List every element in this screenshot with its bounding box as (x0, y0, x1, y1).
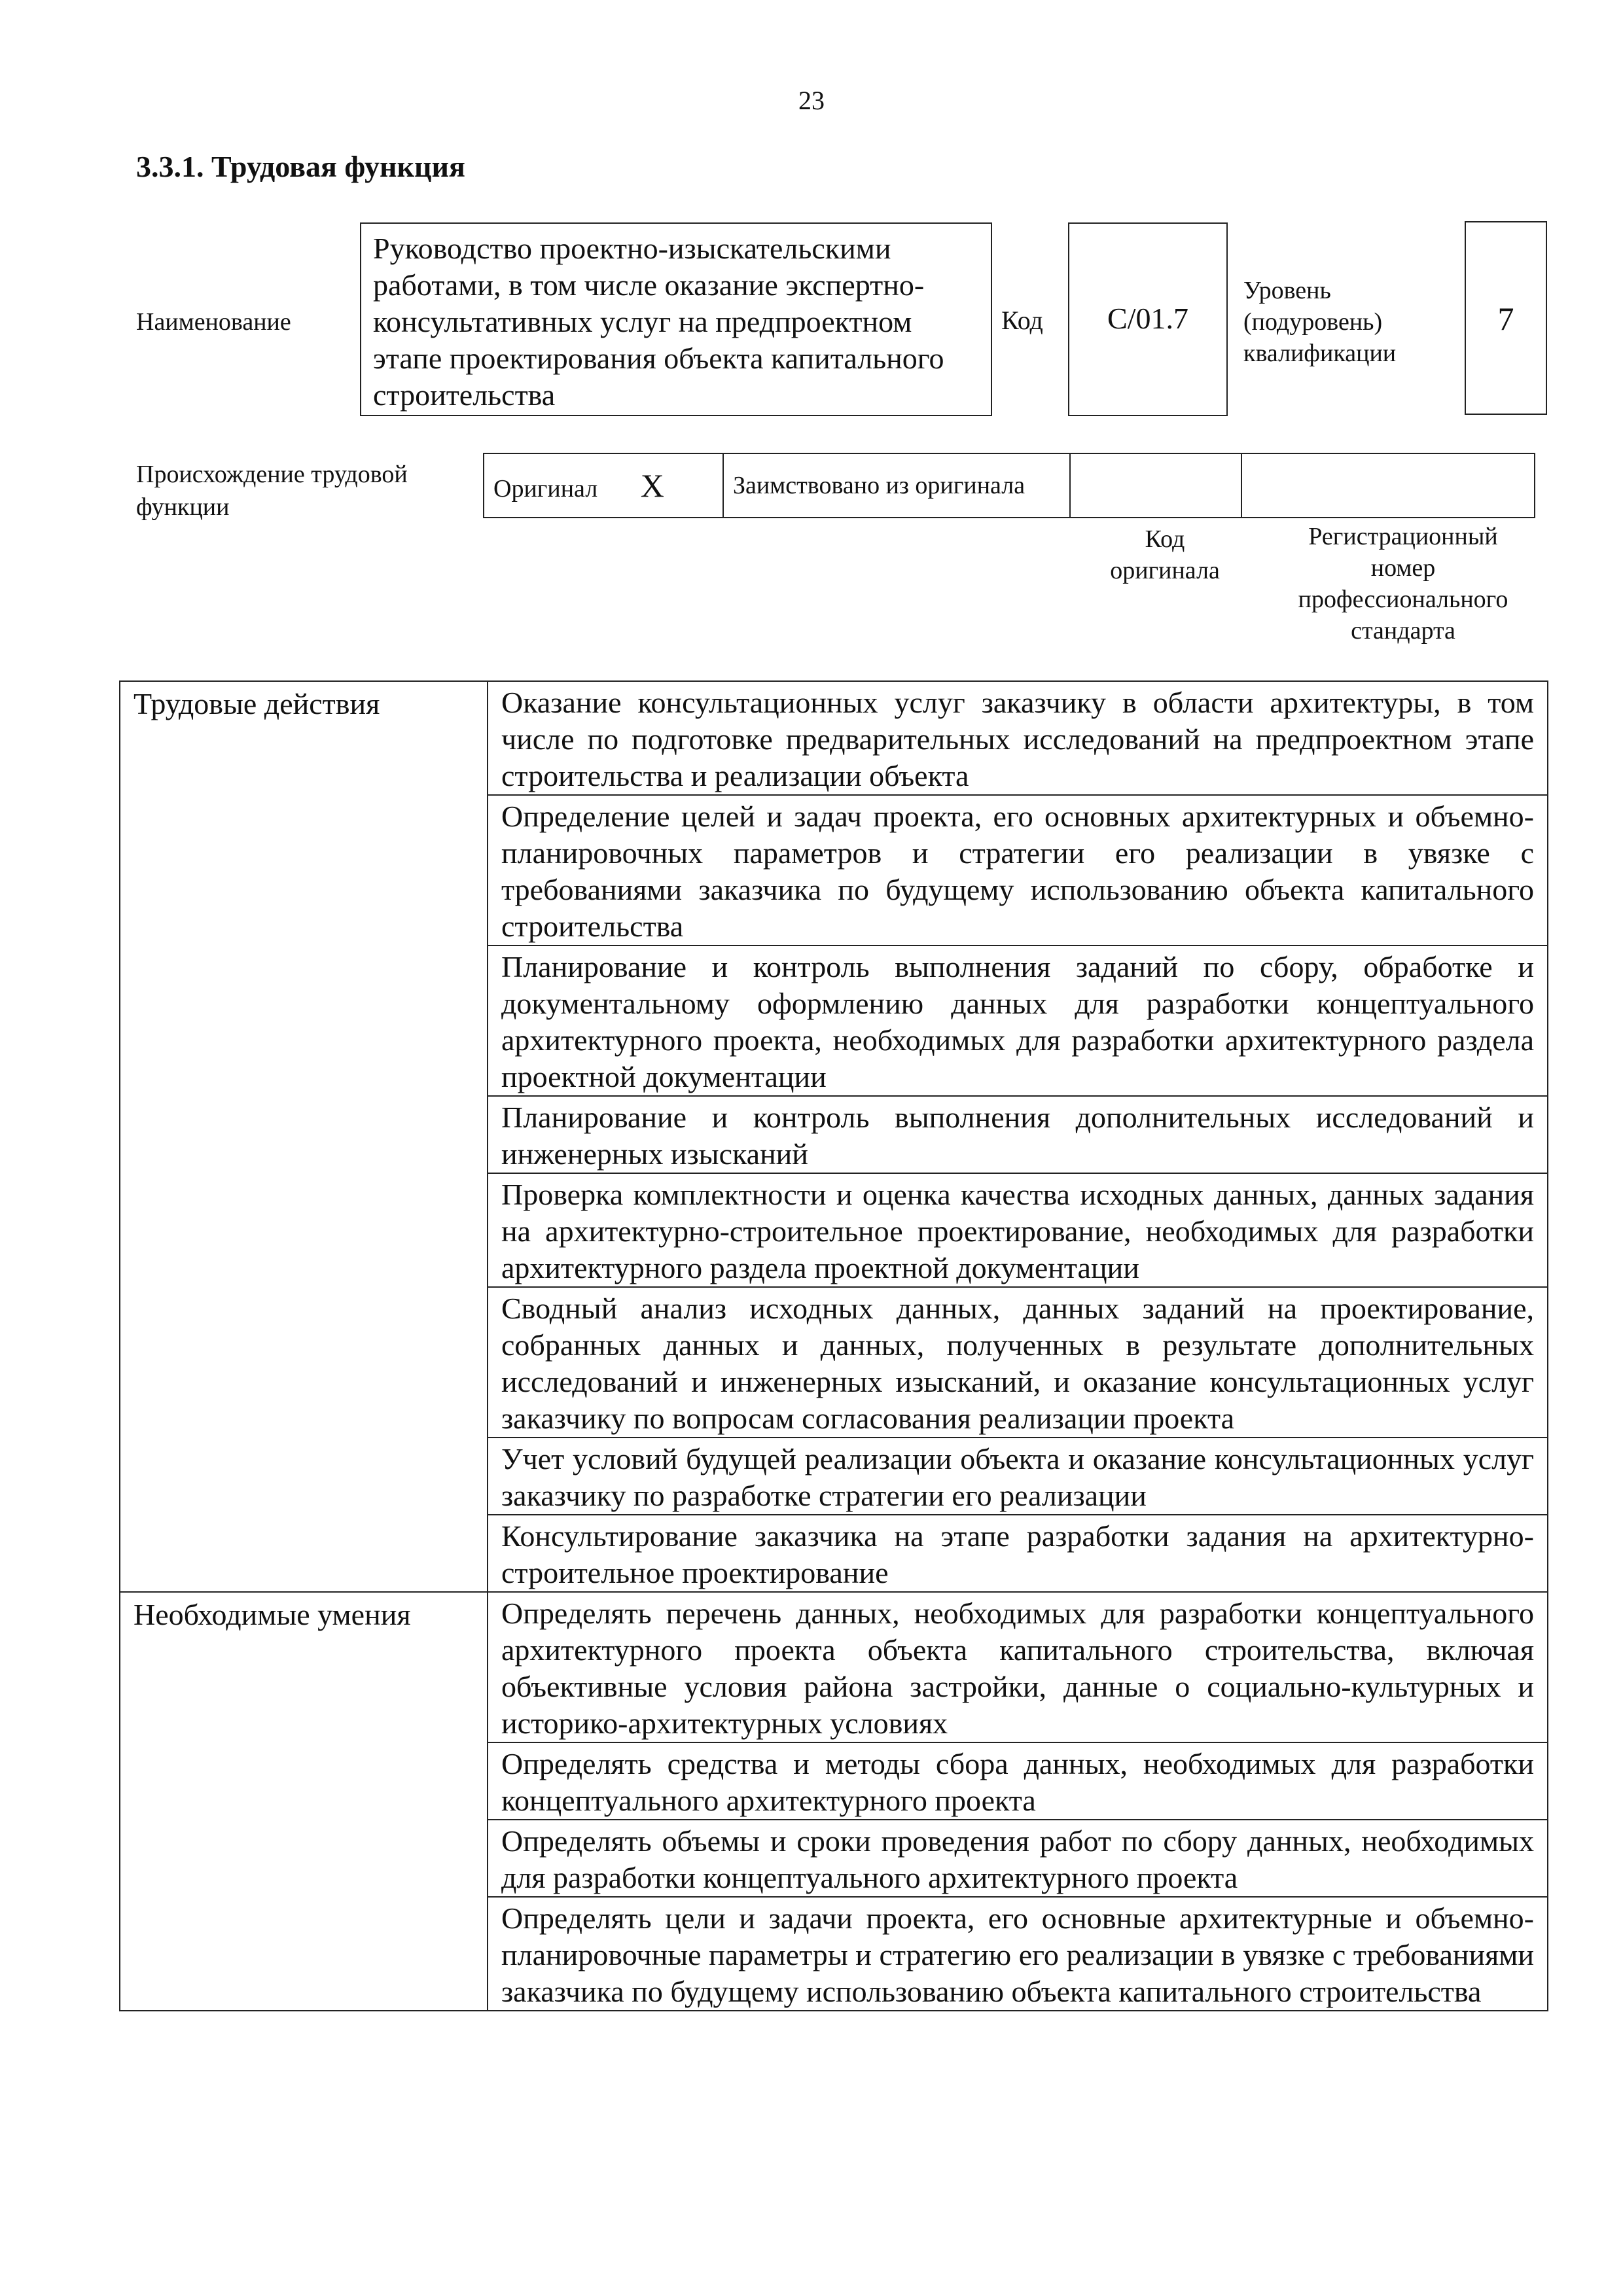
origin-borrowed-cell: Заимствовано из оригинала (723, 453, 1070, 518)
skill-item: Определять объемы и сроки проведения работ по сбору данных, необходимых для разработки концептуального архитектурного проекта (488, 1820, 1548, 1897)
origin-label: Происхождение трудовой функции (136, 461, 408, 521)
original-label: Оригинал (493, 475, 598, 503)
name-label: Наименование (136, 308, 291, 336)
function-name-box: Руководство проектно-изыскательскими работами, в том числе оказание экспертно-консультативных услуг на предпроектном этапе проектирования объекта капитального строительства (360, 222, 992, 416)
skill-item: Определять цели и задачи проекта, его основные архитектурные и объемно-планировочные параметры и стратегию его реализации в увязке с требованиями заказчика по будущему использованию объекта капитального строительства (488, 1897, 1548, 2011)
original-mark: X (640, 467, 664, 504)
required-skills-heading: Необходимые умения (120, 1592, 488, 2011)
labor-action-item: Учет условий будущей реализации объекта и оказание консультационных услуг заказчику по разработке стратегии его реализации (488, 1438, 1548, 1515)
level-label: Уровень (подуровень) квалификации (1243, 277, 1397, 367)
competency-table (119, 680, 1548, 2011)
table-row (120, 681, 1548, 795)
skill-item: Определять средства и методы сбора данных, необходимых для разработки концептуального архитектурного проекта (488, 1742, 1548, 1820)
page-number: 23 (798, 86, 825, 115)
origin-code-cell (1070, 453, 1241, 518)
labor-action-item: Консультирование заказчика на этапе разработки задания на архитектурно-строительное проектирование (488, 1515, 1548, 1592)
original-code-caption: Код оригинала (1110, 525, 1220, 584)
labor-action-item: Оказание консультационных услуг заказчику в области архитектуры, в том числе по подготовке предварительных исследований на предпроектном этапе строительства и реализации объекта (488, 681, 1548, 795)
labor-action-item: Определение целей и задач проекта, его основных архитектурных и объемно-планировочных параметров и стратегии его реализации в увязке с требованиями заказчика по будущему использованию объекта капитального строительства (488, 795, 1548, 945)
labor-action-item: Проверка комплектности и оценка качества исходных данных, данных задания на архитектурно-строительное проектирование, необходимых для разработки архитектурного раздела проектной документации (488, 1173, 1548, 1287)
origin-original-cell (484, 453, 723, 518)
reg-number-caption: Регистрационный номер профессионального стандарта (1298, 523, 1508, 645)
section-title: 3.3.1. Трудовая функция (136, 150, 465, 183)
labor-actions-heading: Трудовые действия (120, 681, 488, 1592)
origin-reg-number-cell (1241, 453, 1535, 518)
level-value-box: 7 (1465, 221, 1547, 415)
labor-action-item: Сводный анализ исходных данных, данных заданий на проектирование, собранных данных и данных, полученных в результате дополнительных исследований и инженерных изысканий, и оказание консультационных услуг заказчику по вопросам согласования реализации проекта (488, 1287, 1548, 1438)
code-label: Код (1001, 306, 1043, 335)
origin-table (483, 453, 1535, 518)
table-row (120, 1592, 1548, 1742)
labor-action-item: Планирование и контроль выполнения заданий по сбору, обработке и документальному оформлению данных для разработки концептуального архитектурного проекта, необходимых для разработки архитектурного раздела проектной документации (488, 945, 1548, 1096)
skill-item: Определять перечень данных, необходимых для разработки концептуального архитектурного проекта объекта капитального строительства, включая объективные условия района застройки, данные о социально-культурных и историко-архитектурных условиях (488, 1592, 1548, 1742)
labor-action-item: Планирование и контроль выполнения дополнительных исследований и инженерных изысканий (488, 1096, 1548, 1173)
code-value-box: С/01.7 (1068, 222, 1228, 416)
